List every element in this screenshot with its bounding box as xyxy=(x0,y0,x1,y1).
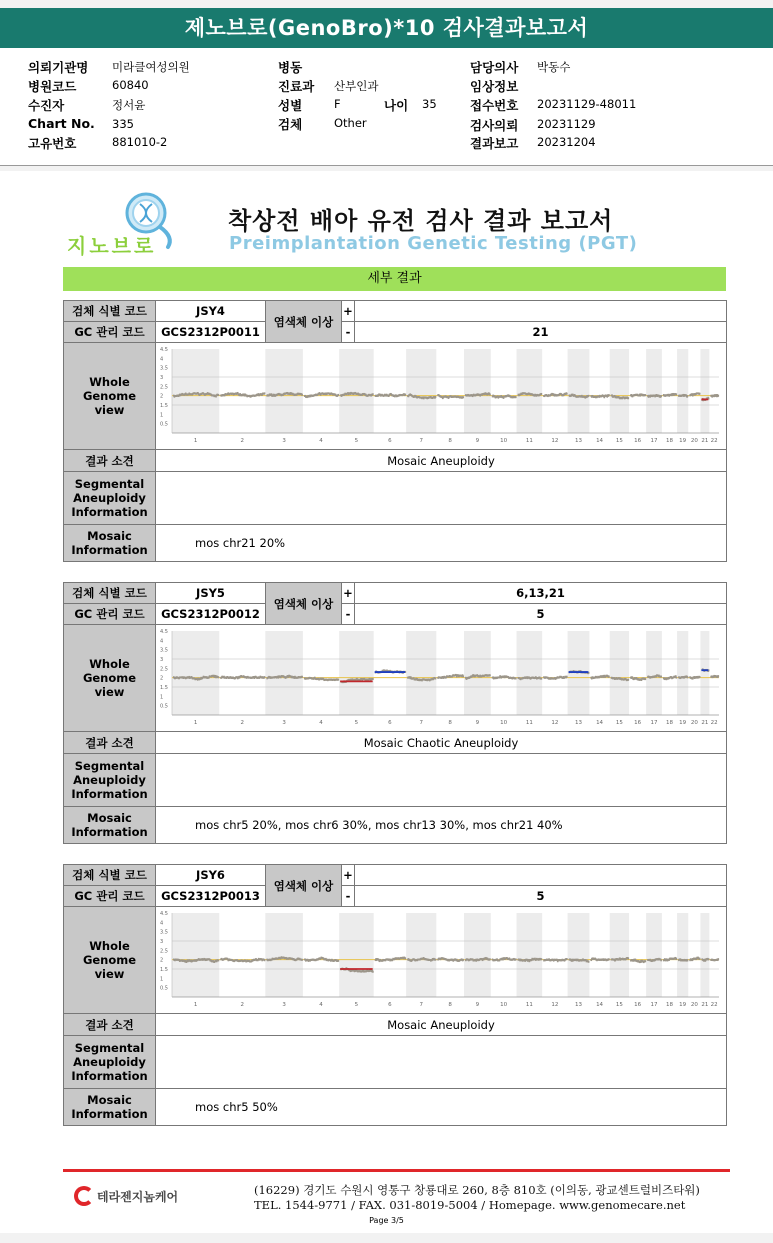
x-tick-label: 7 xyxy=(419,438,423,444)
whole-genome-chart-cell xyxy=(156,625,727,732)
patient-info-header xyxy=(0,48,773,166)
clinical-label: 임상정보 xyxy=(470,79,519,94)
mosaic-value: mos chr5 20%, mos chr6 30%, mos chr13 30%, mos chr21 40% xyxy=(156,807,727,844)
x-tick-label: 4 xyxy=(319,438,323,444)
specimen-id-value: JSY4 xyxy=(156,301,266,322)
mosaic-value: mos chr21 20% xyxy=(156,525,727,562)
chromosome-band xyxy=(610,349,629,433)
logo-text: 지노브로 xyxy=(67,234,157,258)
copy-number-point xyxy=(405,958,407,960)
x-tick-label: 2 xyxy=(240,1002,245,1008)
patient-label: 수진자 xyxy=(28,98,65,113)
x-tick-label: 11 xyxy=(525,438,533,444)
y-tick-label: 2 xyxy=(160,957,164,964)
patient-value: 정서윤 xyxy=(112,98,146,112)
y-tick-label: 2.5 xyxy=(160,384,168,391)
ward-label: 병동 xyxy=(278,60,303,75)
y-tick-label: 0.5 xyxy=(160,421,168,428)
x-tick-label: 19 xyxy=(679,1002,687,1008)
chromosome-band xyxy=(610,631,629,715)
x-tick-label: 22 xyxy=(710,1002,718,1008)
copy-number-point xyxy=(699,958,701,960)
copy-number-point xyxy=(489,394,491,396)
y-tick-label: 4 xyxy=(160,920,164,927)
gain-chromosomes xyxy=(355,865,727,886)
y-tick-label: 3.5 xyxy=(160,647,168,654)
copy-number-point xyxy=(218,676,220,678)
chromosome-band xyxy=(677,349,688,433)
copy-number-point xyxy=(372,971,374,973)
chromosome-band xyxy=(406,631,436,715)
report-date-label: 결과보고 xyxy=(470,136,519,151)
copy-number-point xyxy=(687,676,689,678)
y-tick-label: 4.5 xyxy=(160,347,168,353)
copy-number-point xyxy=(717,395,719,397)
x-tick-label: 7 xyxy=(419,720,423,726)
copy-number-point xyxy=(301,676,303,678)
whole-genome-chart xyxy=(156,907,727,1013)
x-tick-label: 1 xyxy=(193,1002,198,1008)
loss-sign: - xyxy=(342,604,355,625)
genobro-logo xyxy=(64,189,184,257)
x-tick-label: 13 xyxy=(575,1002,583,1008)
gain-chromosomes: 6,13,21 xyxy=(355,583,727,604)
copy-number-point xyxy=(435,396,437,398)
copy-number-point xyxy=(462,675,464,677)
copy-number-point xyxy=(676,393,678,395)
copy-number-point xyxy=(218,394,220,396)
whole-genome-chart-cell xyxy=(156,343,727,450)
age-value: 35 xyxy=(422,97,437,111)
x-tick-label: 4 xyxy=(319,720,323,726)
copy-number-point xyxy=(489,958,491,960)
page-number: Page 3/5 xyxy=(369,1216,404,1225)
chromosome-band xyxy=(610,913,629,997)
x-tick-label: 15 xyxy=(615,720,623,726)
y-tick-label: 1.5 xyxy=(160,403,168,409)
x-tick-label: 15 xyxy=(615,438,623,444)
x-tick-label: 11 xyxy=(525,1002,533,1008)
institution-label: 의뢰기관명 xyxy=(28,60,89,75)
y-tick-label: 2 xyxy=(160,675,164,682)
age-label: 나이 xyxy=(384,98,409,113)
whole-genome-label: Whole Genome view xyxy=(64,343,156,450)
y-tick-label: 4.5 xyxy=(160,911,168,917)
dept-label: 진료과 xyxy=(278,79,315,94)
specimen-id-label: 검체 식별 코드 xyxy=(64,865,156,886)
footer-address-block xyxy=(254,1183,700,1213)
segmental-label: Segmental Aneuploidy Information xyxy=(64,472,156,525)
chromosome-band xyxy=(339,913,374,997)
x-tick-label: 17 xyxy=(650,1002,658,1008)
copy-number-point xyxy=(515,677,517,679)
copy-number-point xyxy=(660,676,662,678)
copy-number-point xyxy=(608,675,610,677)
sex-label: 성별 xyxy=(278,98,303,113)
section-title-detail-results: 세부 결과 xyxy=(63,267,726,291)
loss-sign: - xyxy=(342,886,355,907)
copy-number-point xyxy=(628,679,630,681)
x-tick-label: 14 xyxy=(596,438,604,444)
x-tick-label: 20 xyxy=(690,1002,698,1008)
mosaic-label: Mosaic Information xyxy=(64,525,156,562)
x-tick-label: 18 xyxy=(665,438,673,444)
x-tick-label: 8 xyxy=(448,438,452,444)
copy-number-point xyxy=(435,959,437,961)
footer-address: (16229) 경기도 수원시 영통구 창룡대로 260, 8층 810호 (이의동, 광교센트럴비즈타워) xyxy=(254,1183,700,1197)
copy-number-point xyxy=(608,958,610,960)
copy-number-point xyxy=(699,676,701,678)
x-tick-label: 9 xyxy=(475,1002,480,1008)
chromosome-band xyxy=(517,631,543,715)
x-tick-label: 16 xyxy=(634,1002,642,1008)
receipt-no-value: 20231129-48011 xyxy=(537,97,637,111)
x-tick-label: 16 xyxy=(634,438,642,444)
whole-genome-chart xyxy=(156,625,727,731)
x-tick-label: 20 xyxy=(690,720,698,726)
x-tick-label: 8 xyxy=(448,720,452,726)
x-tick-label: 12 xyxy=(551,720,559,726)
x-tick-label: 18 xyxy=(665,1002,673,1008)
x-tick-label: 13 xyxy=(575,438,583,444)
copy-number-point xyxy=(264,959,266,961)
chromosome-band xyxy=(464,631,491,715)
sample-result-table xyxy=(63,864,727,1126)
gain-sign: + xyxy=(342,301,355,322)
x-tick-label: 6 xyxy=(388,720,392,726)
copy-number-point xyxy=(566,676,568,678)
doctor-value: 박동수 xyxy=(537,60,571,74)
copy-number-point xyxy=(608,394,610,396)
chromosome-band xyxy=(406,349,436,433)
x-tick-label: 20 xyxy=(690,438,698,444)
copy-number-point xyxy=(338,960,340,962)
x-tick-label: 5 xyxy=(354,1002,359,1008)
x-tick-label: 10 xyxy=(500,720,508,726)
loss-sign: - xyxy=(342,322,355,343)
chromosome-band xyxy=(339,349,374,433)
x-tick-label: 8 xyxy=(448,1002,452,1008)
chromosome-band xyxy=(464,349,491,433)
x-tick-label: 10 xyxy=(500,1002,508,1008)
copy-number-point xyxy=(435,677,437,679)
result-value: Mosaic Chaotic Aneuploidy xyxy=(156,732,727,754)
copy-number-point xyxy=(372,678,374,680)
copy-number-point xyxy=(405,394,407,396)
y-tick-label: 4.5 xyxy=(160,629,168,635)
copy-number-point xyxy=(338,679,340,681)
x-tick-label: 3 xyxy=(282,1002,286,1008)
segmental-value xyxy=(156,1036,727,1089)
copy-number-point xyxy=(645,394,647,396)
chromosome-band xyxy=(646,631,662,715)
footer-contact: TEL. 1544-9771 / FAX. 031-8019-5004 / Homepage. www.genomecare.net xyxy=(254,1198,686,1212)
segmental-label: Segmental Aneuploidy Information xyxy=(64,754,156,807)
x-tick-label: 5 xyxy=(354,720,359,726)
specimen-id-value: JSY5 xyxy=(156,583,266,604)
copy-number-point xyxy=(645,678,647,680)
copy-number-point xyxy=(588,395,590,397)
copy-number-point xyxy=(628,958,630,960)
copy-number-point xyxy=(660,395,662,397)
gain-sign: + xyxy=(342,583,355,604)
y-tick-label: 0.5 xyxy=(160,985,168,992)
x-tick-label: 1 xyxy=(193,438,198,444)
x-tick-label: 2 xyxy=(240,438,245,444)
x-tick-label: 19 xyxy=(679,720,687,726)
result-value: Mosaic Aneuploidy xyxy=(156,1014,727,1036)
copy-number-point xyxy=(515,958,517,960)
y-tick-label: 3 xyxy=(160,375,164,381)
gain-chromosomes xyxy=(355,301,727,322)
request-date-value: 20231129 xyxy=(537,117,596,131)
report-title: 착상전 배아 유전 검사 결과 보고서 xyxy=(228,207,614,235)
chart-no-label: Chart No. xyxy=(28,116,95,131)
x-tick-label: 18 xyxy=(665,720,673,726)
chromosome-band xyxy=(339,631,374,715)
y-tick-label: 1 xyxy=(160,976,164,983)
x-tick-label: 7 xyxy=(419,1002,423,1008)
chromosome-band xyxy=(677,913,688,997)
copy-number-point xyxy=(301,959,303,961)
copy-number-point xyxy=(687,395,689,397)
y-tick-label: 3.5 xyxy=(160,929,168,936)
y-tick-label: 1.5 xyxy=(160,967,168,973)
x-tick-label: 16 xyxy=(634,720,642,726)
gc-code-label: GC 관리 코드 xyxy=(64,322,156,343)
copy-number-point xyxy=(717,958,719,960)
copy-number-point xyxy=(515,396,517,398)
copy-number-point xyxy=(660,959,662,961)
chromosome-band xyxy=(265,631,303,715)
y-tick-label: 1 xyxy=(160,694,164,701)
whole-genome-label: Whole Genome view xyxy=(64,625,156,732)
doctor-label: 담당의사 xyxy=(470,60,519,75)
y-tick-label: 2.5 xyxy=(160,666,168,673)
chromosome-band xyxy=(646,349,662,433)
result-label: 결과 소견 xyxy=(64,1014,156,1036)
copy-number-point xyxy=(699,393,701,395)
x-tick-label: 12 xyxy=(551,438,559,444)
segmental-value xyxy=(156,472,727,525)
x-tick-label: 2 xyxy=(240,720,245,726)
x-tick-label: 9 xyxy=(475,720,480,726)
x-tick-label: 5 xyxy=(354,438,359,444)
unique-no-label: 고유번호 xyxy=(28,136,77,151)
request-date-label: 검사의뢰 xyxy=(470,118,519,133)
x-tick-label: 12 xyxy=(551,1002,559,1008)
chromosome-band xyxy=(646,913,662,997)
sample-result-table xyxy=(63,582,727,844)
x-tick-label: 6 xyxy=(388,1002,392,1008)
specimen-value: Other xyxy=(334,116,367,130)
gc-code-label: GC 관리 코드 xyxy=(64,886,156,907)
specimen-label: 검체 xyxy=(278,117,303,132)
copy-number-point xyxy=(645,960,647,962)
x-tick-label: 14 xyxy=(596,1002,604,1008)
y-tick-label: 4 xyxy=(160,356,164,363)
chromosome-band xyxy=(700,913,709,997)
x-tick-label: 9 xyxy=(475,438,480,444)
copy-number-point xyxy=(218,959,220,961)
segmental-label: Segmental Aneuploidy Information xyxy=(64,1036,156,1089)
x-tick-label: 21 xyxy=(701,720,709,726)
x-tick-label: 19 xyxy=(679,438,687,444)
copy-number-point xyxy=(566,958,568,960)
mosaic-label: Mosaic Information xyxy=(64,1089,156,1126)
y-tick-label: 2.5 xyxy=(160,948,168,955)
copy-number-point xyxy=(708,958,710,960)
copy-number-point xyxy=(628,397,630,399)
x-tick-label: 15 xyxy=(615,1002,623,1008)
chart-no-value: 335 xyxy=(112,117,134,131)
hospital-code-value: 60840 xyxy=(112,78,149,92)
copy-number-point xyxy=(566,393,568,395)
copy-number-point xyxy=(462,959,464,961)
specimen-id-value: JSY6 xyxy=(156,865,266,886)
y-tick-label: 0.5 xyxy=(160,703,168,710)
x-tick-label: 4 xyxy=(319,1002,323,1008)
chromosome-band xyxy=(464,913,491,997)
segmental-value xyxy=(156,754,727,807)
copy-number-point xyxy=(462,396,464,398)
y-tick-label: 2 xyxy=(160,393,164,400)
receipt-no-label: 접수번호 xyxy=(470,98,519,113)
copy-number-point xyxy=(264,676,266,678)
hospital-code-label: 병원코드 xyxy=(28,79,77,94)
chromosome-band xyxy=(265,349,303,433)
chromosome-band xyxy=(172,913,219,997)
chromosome-abnormality-label: 염색체 이상 xyxy=(266,301,342,343)
result-label: 결과 소견 xyxy=(64,732,156,754)
gain-sign: + xyxy=(342,865,355,886)
y-tick-label: 1.5 xyxy=(160,685,168,691)
sex-value: F xyxy=(334,97,341,111)
report-page xyxy=(0,171,773,1233)
gc-code-value: GCS2312P0013 xyxy=(156,886,266,907)
gc-code-value: GCS2312P0012 xyxy=(156,604,266,625)
report-subtitle: Preimplantation Genetic Testing (PGT) xyxy=(229,233,638,254)
chromosome-band xyxy=(265,913,303,997)
specimen-id-label: 검체 식별 코드 xyxy=(64,301,156,322)
copy-number-point xyxy=(489,674,491,676)
copy-number-point xyxy=(264,392,266,394)
result-value: Mosaic Aneuploidy xyxy=(156,450,727,472)
mosaic-value: mos chr5 50% xyxy=(156,1089,727,1126)
loss-chromosomes: 21 xyxy=(355,322,727,343)
copy-number-point xyxy=(717,675,719,677)
x-tick-label: 1 xyxy=(193,720,198,726)
x-tick-label: 22 xyxy=(710,438,718,444)
x-tick-label: 6 xyxy=(388,438,392,444)
y-tick-label: 3.5 xyxy=(160,365,168,372)
copy-number-point xyxy=(588,961,590,963)
x-tick-label: 22 xyxy=(710,720,718,726)
specimen-id-label: 검체 식별 코드 xyxy=(64,583,156,604)
dept-value: 산부인과 xyxy=(334,79,379,93)
whole-genome-label: Whole Genome view xyxy=(64,907,156,1014)
x-tick-label: 14 xyxy=(596,720,604,726)
x-tick-label: 3 xyxy=(282,438,286,444)
copy-number-point xyxy=(676,958,678,960)
whole-genome-chart xyxy=(156,343,727,449)
copy-number-point xyxy=(338,394,340,396)
y-tick-label: 3 xyxy=(160,939,164,945)
x-tick-label: 10 xyxy=(500,438,508,444)
chromosome-band xyxy=(568,349,590,433)
chromosome-band xyxy=(568,913,590,997)
chromosome-band xyxy=(677,631,688,715)
x-tick-label: 17 xyxy=(650,720,658,726)
whole-genome-chart-cell xyxy=(156,907,727,1014)
x-tick-label: 21 xyxy=(701,438,709,444)
report-title-bar: 제노브로(GenoBro)*10 검사결과보고서 xyxy=(0,8,773,48)
copy-number-point xyxy=(541,393,543,395)
copy-number-point xyxy=(676,677,678,679)
copy-number-point xyxy=(687,959,689,961)
y-tick-label: 4 xyxy=(160,638,164,645)
y-tick-label: 1 xyxy=(160,412,164,419)
chromosome-band xyxy=(700,349,709,433)
gc-code-value: GCS2312P0011 xyxy=(156,322,266,343)
result-label: 결과 소견 xyxy=(64,450,156,472)
chromosome-band xyxy=(517,913,543,997)
mosaic-label: Mosaic Information xyxy=(64,807,156,844)
footer-company-name: 테라젠지놈케어 xyxy=(97,1189,179,1204)
company-g-icon xyxy=(74,1186,94,1206)
chromosome-band xyxy=(700,631,709,715)
chromosome-band xyxy=(406,913,436,997)
chromosome-abnormality-label: 염색체 이상 xyxy=(266,583,342,625)
loss-chromosomes: 5 xyxy=(355,886,727,907)
x-tick-label: 13 xyxy=(575,720,583,726)
copy-number-point xyxy=(301,394,303,396)
footer-company-logo xyxy=(74,1186,178,1206)
y-tick-label: 3 xyxy=(160,657,164,663)
chromosome-band xyxy=(172,631,219,715)
report-date-value: 20231204 xyxy=(537,135,596,149)
gc-code-label: GC 관리 코드 xyxy=(64,604,156,625)
copy-number-point xyxy=(372,393,374,395)
x-tick-label: 17 xyxy=(650,438,658,444)
footer-divider xyxy=(63,1169,730,1172)
loss-chromosomes: 5 xyxy=(355,604,727,625)
chromosome-band xyxy=(172,349,219,433)
unique-no-value: 881010-2 xyxy=(112,135,168,149)
x-tick-label: 3 xyxy=(282,720,286,726)
x-tick-label: 21 xyxy=(701,1002,709,1008)
copy-number-point xyxy=(541,958,543,960)
chromosome-band xyxy=(517,349,543,433)
copy-number-point xyxy=(541,678,543,680)
x-tick-label: 11 xyxy=(525,720,533,726)
chromosome-abnormality-label: 염색체 이상 xyxy=(266,865,342,907)
sample-result-table xyxy=(63,300,727,562)
institution-value: 미라클여성의원 xyxy=(112,60,190,74)
